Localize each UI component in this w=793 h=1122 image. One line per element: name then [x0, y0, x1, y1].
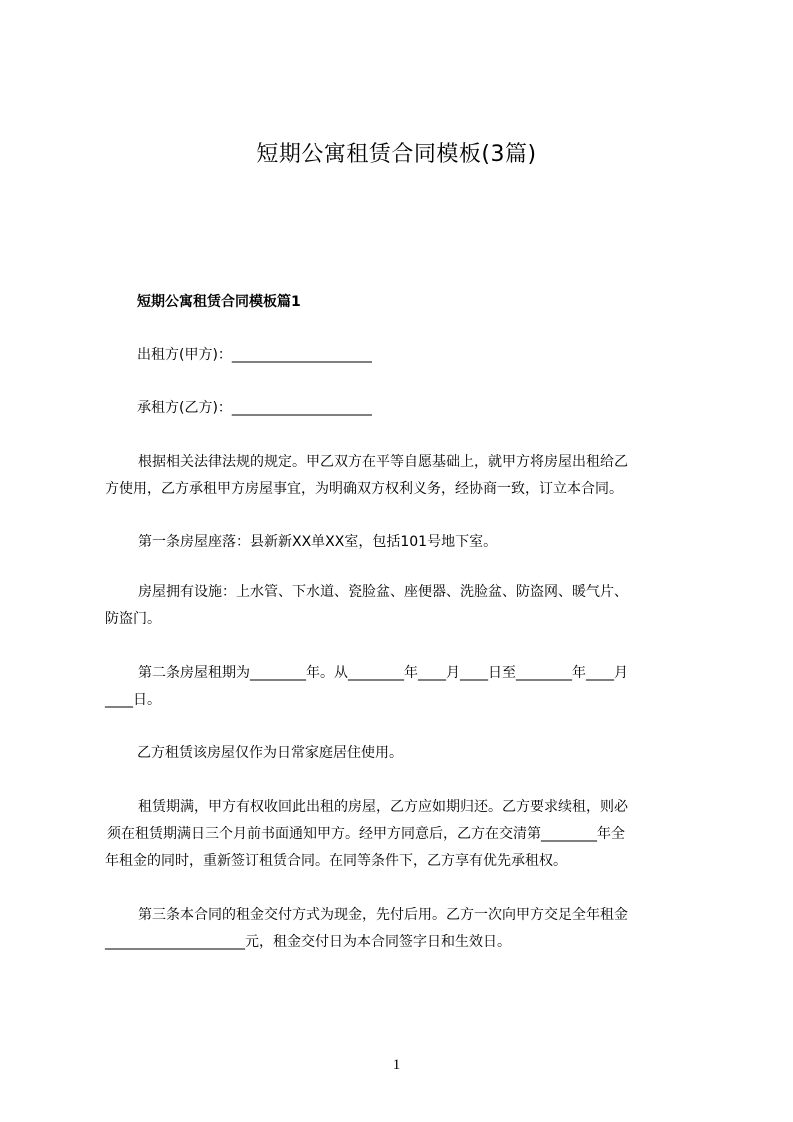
- article-2-paragraph: [105, 660, 705, 714]
- intro-line-2: 方使用，乙方承租甲方房屋事宜，为明确双方权利义务，经协商一致，订立本合同。: [105, 481, 623, 497]
- renewal-line-3: 年租金的同时，重新签订租赁合同。在同等条件下，乙方享有优先承租权。: [105, 853, 567, 869]
- usage-line: 乙方租赁该房屋仅作为日常家庭居住使用。: [137, 745, 403, 761]
- renewal-paragraph: [105, 794, 705, 875]
- intro-paragraph: [105, 449, 705, 503]
- lessee-line: 承租方(乙方)：____________________: [137, 400, 372, 416]
- lessor-line: 出租方(甲方)：____________________: [137, 347, 372, 363]
- article-3-paragraph: [105, 902, 705, 956]
- facilities-line-1: 房屋拥有设施：上水管、下水道、瓷脸盆、座便器、洗脸盆、防盗网、暖气片、: [138, 584, 628, 600]
- facilities-line-2: 防盗门。: [105, 611, 161, 627]
- renewal-line-2: 须在租赁期满日三个月前书面通知甲方。经甲方同意后，乙方在交清第________年全: [107, 826, 625, 842]
- article-3-line-2: ____________________元，租金交付日为本合同签字日和生效日。: [105, 934, 511, 950]
- section-heading: 短期公寓租赁合同模板篇1: [137, 294, 301, 310]
- article-1: 第一条房屋座落：县新新XX单XX室，包括101号地下室。: [138, 534, 498, 550]
- intro-line-1: 根据相关法律法规的规定。甲乙双方在平等自愿基础上，就甲方将房屋出租给乙: [138, 454, 628, 470]
- article-2-line-2: ____日。: [105, 692, 161, 708]
- document-title: 短期公寓租赁合同模板(3篇): [256, 142, 537, 167]
- article-3-line-1: 第三条本合同的租金交付方式为现金，先付后用。乙方一次向甲方交足全年租金: [138, 907, 628, 923]
- article-2-line-1: 第二条房屋租期为________年。从________年____月____日至________年____月: [138, 665, 628, 681]
- page-number: 1: [392, 1057, 401, 1073]
- facilities-paragraph: [105, 579, 705, 633]
- renewal-line-1: 租赁期满，甲方有权收回此出租的房屋，乙方应如期归还。乙方要求续租，则必: [138, 799, 628, 815]
